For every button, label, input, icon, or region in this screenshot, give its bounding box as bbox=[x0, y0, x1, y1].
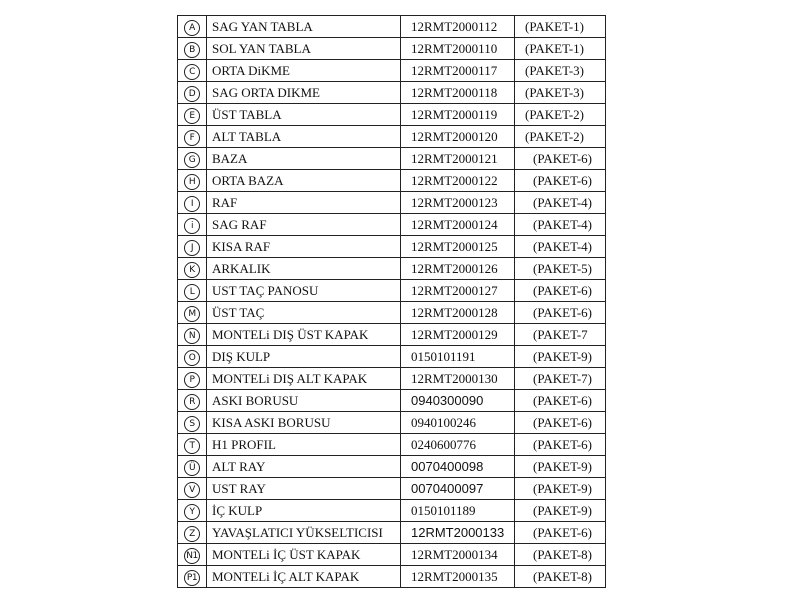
part-code: 0150101191 bbox=[401, 346, 515, 368]
part-letter-cell bbox=[178, 60, 207, 82]
table-row bbox=[178, 82, 606, 104]
part-code: 12RMT2000118 bbox=[401, 82, 515, 104]
part-letter-badge: D bbox=[184, 86, 200, 102]
table-row bbox=[178, 346, 606, 368]
table-row bbox=[178, 324, 606, 346]
table-row bbox=[178, 522, 606, 544]
part-letter-badge: M bbox=[184, 306, 200, 322]
parts-table-body bbox=[178, 16, 606, 588]
parts-table bbox=[177, 15, 606, 588]
part-name: İÇ KULP bbox=[207, 500, 401, 522]
part-code: 12RMT2000121 bbox=[401, 148, 515, 170]
part-name: ORTA BAZA bbox=[207, 170, 401, 192]
part-letter-badge: E bbox=[184, 108, 200, 124]
part-package: (PAKET-8) bbox=[515, 566, 606, 588]
table-row bbox=[178, 214, 606, 236]
table-row bbox=[178, 390, 606, 412]
part-code: 12RMT2000123 bbox=[401, 192, 515, 214]
part-package: (PAKET-8) bbox=[515, 544, 606, 566]
part-letter-cell bbox=[178, 544, 207, 566]
part-code: 12RMT2000129 bbox=[401, 324, 515, 346]
part-name: MONTELi İÇ ALT KAPAK bbox=[207, 566, 401, 588]
table-row bbox=[178, 544, 606, 566]
part-letter-badge: C bbox=[184, 64, 200, 80]
part-name: UST TAÇ PANOSU bbox=[207, 280, 401, 302]
part-letter-badge: S bbox=[184, 416, 200, 432]
part-package: (PAKET-6) bbox=[515, 434, 606, 456]
part-code: 12RMT2000120 bbox=[401, 126, 515, 148]
part-name: KISA ASKI BORUSU bbox=[207, 412, 401, 434]
part-package: (PAKET-9) bbox=[515, 346, 606, 368]
part-letter-badge: Y bbox=[184, 504, 200, 520]
part-letter-cell bbox=[178, 566, 207, 588]
part-name: RAF bbox=[207, 192, 401, 214]
part-code: 0940300090 bbox=[401, 390, 515, 412]
part-code: 0070400098 bbox=[401, 456, 515, 478]
part-name: MONTELi DIŞ ÜST KAPAK bbox=[207, 324, 401, 346]
part-letter-badge: G bbox=[184, 152, 200, 168]
part-letter-badge: A bbox=[184, 20, 200, 36]
part-letter-badge: H bbox=[184, 174, 200, 190]
part-letter-badge: V bbox=[184, 482, 200, 498]
part-letter-cell bbox=[178, 412, 207, 434]
part-package: (PAKET-3) bbox=[515, 60, 606, 82]
part-name: MONTELi DIŞ ALT KAPAK bbox=[207, 368, 401, 390]
part-code: 12RMT2000135 bbox=[401, 566, 515, 588]
part-package: (PAKET-6) bbox=[515, 148, 606, 170]
part-code: 0150101189 bbox=[401, 500, 515, 522]
part-letter-cell bbox=[178, 478, 207, 500]
part-name: YAVAŞLATICI YÜKSELTICISI bbox=[207, 522, 401, 544]
part-letter-badge: N bbox=[184, 328, 200, 344]
part-letter-badge: J bbox=[184, 240, 200, 256]
part-letter-cell bbox=[178, 104, 207, 126]
part-code: 0070400097 bbox=[401, 478, 515, 500]
part-package: (PAKET-4) bbox=[515, 192, 606, 214]
part-package: (PAKET-7 bbox=[515, 324, 606, 346]
part-letter-cell bbox=[178, 500, 207, 522]
part-code: 12RMT2000112 bbox=[401, 16, 515, 38]
part-letter-badge: O bbox=[184, 350, 200, 366]
part-code: 12RMT2000119 bbox=[401, 104, 515, 126]
part-letter-cell bbox=[178, 324, 207, 346]
table-row bbox=[178, 500, 606, 522]
part-letter-badge: Ü bbox=[184, 460, 200, 476]
table-row bbox=[178, 302, 606, 324]
part-name: DIŞ KULP bbox=[207, 346, 401, 368]
part-name: ÜST TABLA bbox=[207, 104, 401, 126]
part-code: 12RMT2000117 bbox=[401, 60, 515, 82]
part-package: (PAKET-3) bbox=[515, 82, 606, 104]
part-name: SAG YAN TABLA bbox=[207, 16, 401, 38]
part-package: (PAKET-9) bbox=[515, 478, 606, 500]
part-letter-cell bbox=[178, 126, 207, 148]
part-letter-cell bbox=[178, 16, 207, 38]
table-row bbox=[178, 456, 606, 478]
part-name: BAZA bbox=[207, 148, 401, 170]
table-row bbox=[178, 148, 606, 170]
table-row bbox=[178, 280, 606, 302]
part-letter-cell bbox=[178, 258, 207, 280]
table-row bbox=[178, 236, 606, 258]
part-letter-cell bbox=[178, 280, 207, 302]
part-code: 12RMT2000122 bbox=[401, 170, 515, 192]
table-row bbox=[178, 16, 606, 38]
part-letter-badge: T bbox=[184, 438, 200, 454]
part-code: 12RMT2000134 bbox=[401, 544, 515, 566]
part-letter-badge: i bbox=[184, 218, 200, 234]
part-letter-cell bbox=[178, 38, 207, 60]
table-row bbox=[178, 368, 606, 390]
part-letter-cell bbox=[178, 302, 207, 324]
part-code: 12RMT2000124 bbox=[401, 214, 515, 236]
part-letter-cell bbox=[178, 456, 207, 478]
table-row bbox=[178, 258, 606, 280]
part-package: (PAKET-7) bbox=[515, 368, 606, 390]
part-package: (PAKET-2) bbox=[515, 104, 606, 126]
part-name: SAG RAF bbox=[207, 214, 401, 236]
part-letter-cell bbox=[178, 192, 207, 214]
part-code: 12RMT2000125 bbox=[401, 236, 515, 258]
part-package: (PAKET-6) bbox=[515, 170, 606, 192]
part-code: 12RMT2000126 bbox=[401, 258, 515, 280]
part-package: (PAKET-5) bbox=[515, 258, 606, 280]
part-name: ALT RAY bbox=[207, 456, 401, 478]
part-name: ARKALIK bbox=[207, 258, 401, 280]
part-code: 12RMT2000110 bbox=[401, 38, 515, 60]
part-package: (PAKET-6) bbox=[515, 280, 606, 302]
part-letter-badge: L bbox=[184, 284, 200, 300]
part-letter-cell bbox=[178, 390, 207, 412]
part-package: (PAKET-1) bbox=[515, 16, 606, 38]
table-row bbox=[178, 170, 606, 192]
part-letter-badge: B bbox=[184, 42, 200, 58]
table-row bbox=[178, 412, 606, 434]
part-name: SAG ORTA DIKME bbox=[207, 82, 401, 104]
part-name: H1 PROFIL bbox=[207, 434, 401, 456]
part-name: ORTA DiKME bbox=[207, 60, 401, 82]
part-package: (PAKET-9) bbox=[515, 456, 606, 478]
part-letter-cell bbox=[178, 368, 207, 390]
table-row bbox=[178, 60, 606, 82]
part-letter-cell bbox=[178, 434, 207, 456]
part-letter-cell bbox=[178, 214, 207, 236]
part-package: (PAKET-6) bbox=[515, 522, 606, 544]
part-letter-cell bbox=[178, 148, 207, 170]
part-code: 12RMT2000127 bbox=[401, 280, 515, 302]
part-package: (PAKET-4) bbox=[515, 214, 606, 236]
table-row bbox=[178, 478, 606, 500]
part-package: (PAKET-1) bbox=[515, 38, 606, 60]
part-letter-badge: I bbox=[184, 196, 200, 212]
part-name: KISA RAF bbox=[207, 236, 401, 258]
part-name: MONTELi İÇ ÜST KAPAK bbox=[207, 544, 401, 566]
part-letter-cell bbox=[178, 346, 207, 368]
part-code: 12RMT2000130 bbox=[401, 368, 515, 390]
part-letter-badge: Z bbox=[184, 526, 200, 542]
part-letter-badge: N1 bbox=[184, 548, 200, 564]
part-package: (PAKET-2) bbox=[515, 126, 606, 148]
part-letter-cell bbox=[178, 522, 207, 544]
table-row bbox=[178, 566, 606, 588]
part-letter-cell bbox=[178, 236, 207, 258]
part-letter-badge: F bbox=[184, 130, 200, 146]
part-package: (PAKET-6) bbox=[515, 302, 606, 324]
table-row bbox=[178, 434, 606, 456]
part-name: ASKI BORUSU bbox=[207, 390, 401, 412]
part-package: (PAKET-6) bbox=[515, 390, 606, 412]
part-code: 0240600776 bbox=[401, 434, 515, 456]
part-letter-badge: R bbox=[184, 394, 200, 410]
part-package: (PAKET-6) bbox=[515, 412, 606, 434]
part-package: (PAKET-9) bbox=[515, 500, 606, 522]
table-row bbox=[178, 192, 606, 214]
part-name: ÜST TAÇ bbox=[207, 302, 401, 324]
part-letter-cell bbox=[178, 82, 207, 104]
part-name: ALT TABLA bbox=[207, 126, 401, 148]
part-code: 12RMT2000128 bbox=[401, 302, 515, 324]
part-letter-badge: P bbox=[184, 372, 200, 388]
table-row bbox=[178, 126, 606, 148]
table-row bbox=[178, 38, 606, 60]
part-code: 12RMT2000133 bbox=[401, 522, 515, 544]
part-package: (PAKET-4) bbox=[515, 236, 606, 258]
part-letter-badge: P1 bbox=[184, 570, 200, 586]
table-row bbox=[178, 104, 606, 126]
part-code: 0940100246 bbox=[401, 412, 515, 434]
part-name: UST RAY bbox=[207, 478, 401, 500]
part-letter-cell bbox=[178, 170, 207, 192]
part-letter-badge: K bbox=[184, 262, 200, 278]
part-name: SOL YAN TABLA bbox=[207, 38, 401, 60]
